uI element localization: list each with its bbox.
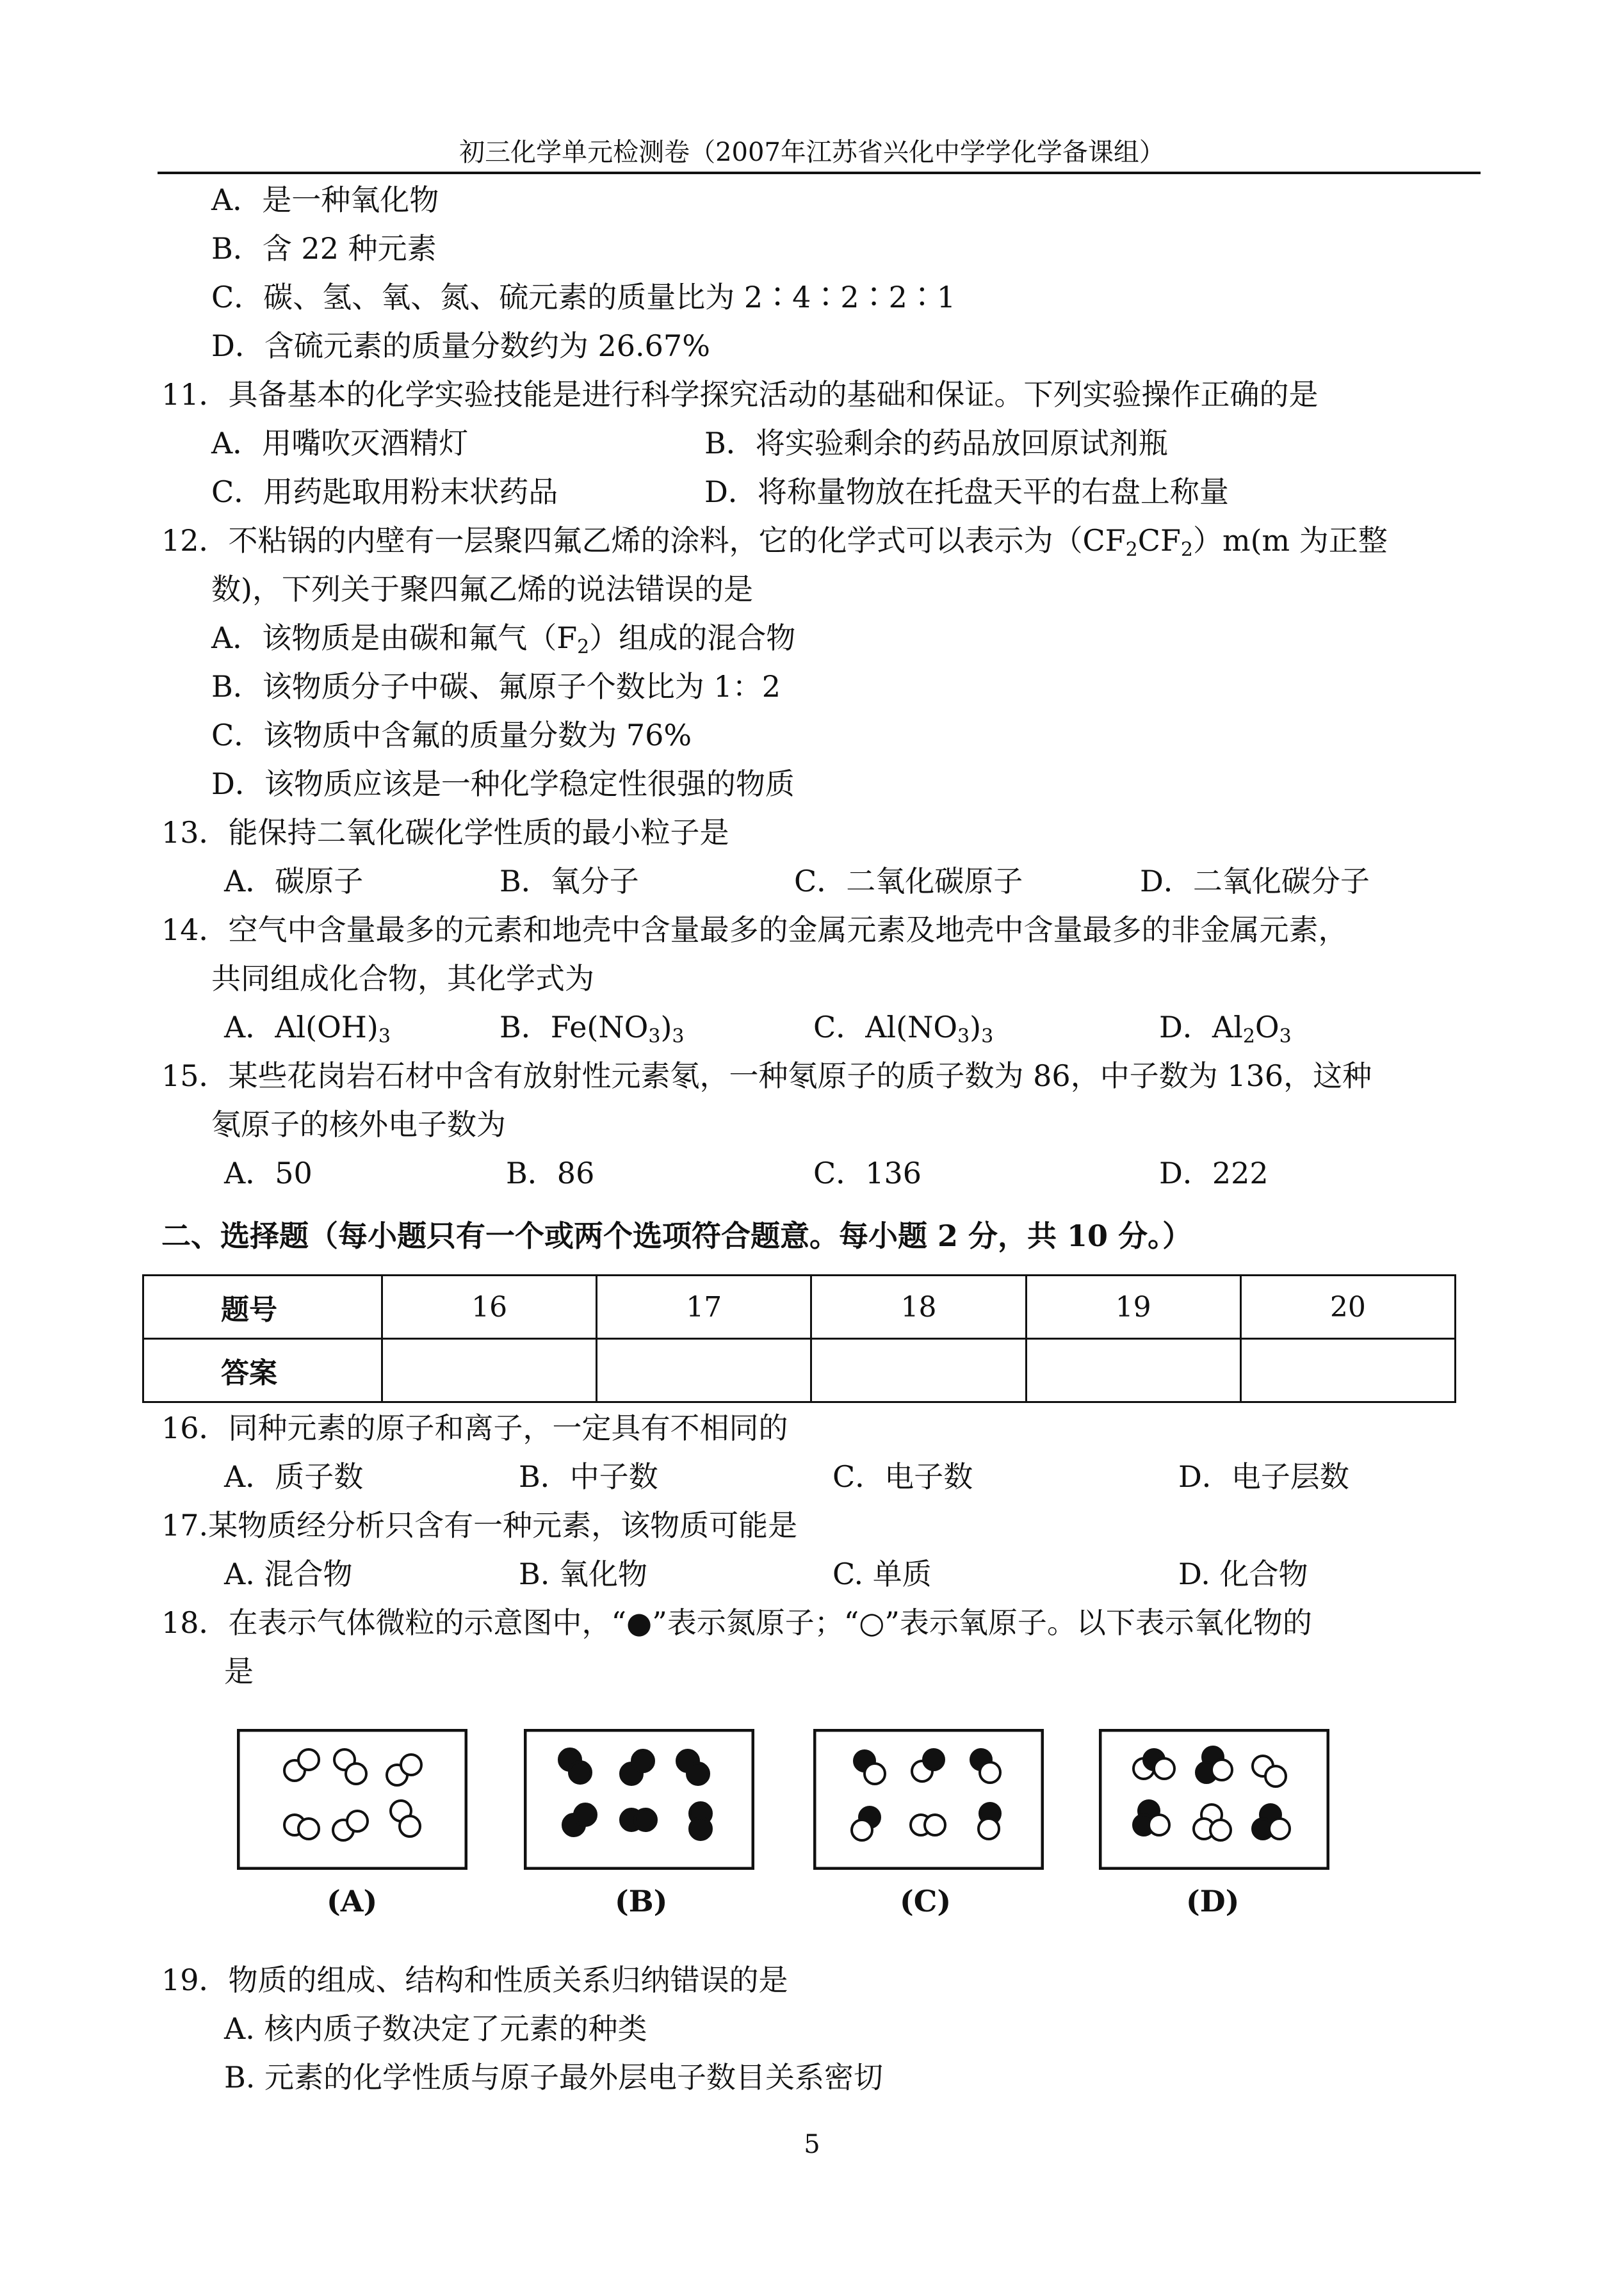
q13-option-c: C．二氧化碳原子 (794, 864, 1023, 898)
q15-option-c: C．136 (813, 1156, 922, 1190)
q15-option-b: B．86 (506, 1156, 595, 1190)
table-cell-number: 19 (1026, 1276, 1240, 1339)
answer-cell[interactable] (811, 1339, 1026, 1402)
q11-option-b: B．将实验剩余的药品放回原试剂瓶 (704, 426, 1168, 460)
table-cell-number: 18 (811, 1276, 1026, 1339)
q14-option-a: A．$Al(OH)_3$ (224, 1010, 391, 1048)
q12-stem-line2: 数)，下列关于聚四氟乙烯的说法错误的是 (211, 572, 753, 606)
molecule-diagram-c (813, 1729, 1044, 1870)
q14-stem: 14．空气中含量最多的元素和地壳中含量最多的金属元素及地壳中含量最多的非金属元素， (161, 912, 1348, 947)
q17-stem: 17.某物质经分析只含有一种元素，该物质可能是 (161, 1508, 798, 1543)
q11-stem: 11．具备基本的化学实验技能是进行科学探究活动的基础和保证。下列实验操作正确的是 (161, 377, 1319, 412)
molecule-diagram-b (524, 1729, 754, 1870)
q19-option-a: A. 核内质子数决定了元素的种类 (224, 2011, 647, 2046)
answer-cell[interactable] (597, 1339, 811, 1402)
q19-option-b: B. 元素的化学性质与原子最外层电子数目关系密切 (224, 2060, 884, 2095)
q10-option-a: A．是一种氧化物 (211, 182, 439, 217)
q16-stem: 16．同种元素的原子和离子，一定具有不相同的 (161, 1411, 788, 1445)
q10-option-c: C．碳、氢、氧、氮、硫元素的质量比为 2∶4∶2∶2∶1 (211, 280, 956, 314)
q13-option-b: B．氧分子 (499, 864, 639, 898)
q11-option-a: A．用嘴吹灭酒精灯 (211, 426, 469, 460)
q19-stem: 19．物质的组成、结构和性质关系归纳错误的是 (161, 1963, 788, 1997)
q15-option-d: D．222 (1159, 1156, 1269, 1190)
q14-option-d: D．$Al_2O_3$ (1159, 1010, 1292, 1048)
table-label-number: 题号 (143, 1276, 382, 1339)
q15-stem-line2: 氡原子的核外电子数为 (211, 1107, 506, 1142)
answer-cell[interactable] (382, 1339, 597, 1402)
q12-option-c: C．该物质中含氟的质量分数为 76% (211, 718, 692, 752)
table-cell-number: 16 (382, 1276, 597, 1339)
q13-option-a: A．碳原子 (224, 864, 364, 898)
q17-option-a: A. 混合物 (224, 1557, 353, 1591)
q17-option-c: C. 单质 (832, 1557, 932, 1591)
answer-cell[interactable] (1240, 1339, 1455, 1402)
q12-option-a: A．该物质是由碳和氟气$(F_2)$组成的混合物 (211, 620, 796, 658)
page-header: 初三化学单元检测卷（2007年江苏省兴化中学学化学备课组） (459, 138, 1165, 167)
section2-title: 二、选择题（每小题只有一个或两个选项符合题意。每小题 2 分，共 10 分。） (161, 1219, 1192, 1253)
q16-option-d: D．电子层数 (1178, 1459, 1349, 1494)
figure-label-b: (B) (615, 1884, 668, 1918)
figure-label-c: (C) (900, 1884, 952, 1918)
q12-stem: 12．不粘锅的内壁有一层聚四氟乙烯的涂料，它的化学式可以表示为$(CF_2CF_2)m(m$ 为正整 (161, 523, 1388, 561)
header-rule (158, 172, 1481, 174)
q16-option-c: C．电子数 (832, 1459, 973, 1494)
q14-option-c: C．$Al(NO_3)_3$ (813, 1010, 994, 1048)
q15-stem: 15．某些花岗岩石材中含有放射性元素氡，一种氡原子的质子数为 86，中子数为 136，这种 (161, 1058, 1372, 1093)
table-cell-number: 17 (597, 1276, 811, 1339)
q16-option-b: B．中子数 (519, 1459, 658, 1494)
molecule-diagram-a (237, 1729, 467, 1870)
answer-cell[interactable] (1026, 1339, 1240, 1402)
answer-table (142, 1274, 1456, 1403)
q18-stem: 18．在表示气体微粒的示意图中，“●”表示氮原子；“○”表示氧原子。以下表示氧化物的 (161, 1605, 1312, 1640)
q14-stem-line2: 共同组成化合物，其化学式为 (211, 961, 594, 996)
q18-stem-line2: 是 (224, 1654, 254, 1689)
answer-table-answer-row (143, 1339, 1456, 1402)
q17-option-b: B. 氧化物 (519, 1557, 648, 1591)
q10-option-b: B．含 22 种元素 (211, 231, 437, 266)
molecule-diagram-d (1099, 1729, 1329, 1870)
q12-option-d: D．该物质应该是一种化学稳定性很强的物质 (211, 766, 795, 801)
q11-option-c: C．用药匙取用粉末状药品 (211, 474, 558, 509)
q16-option-a: A．质子数 (224, 1459, 364, 1494)
table-cell-number: 20 (1240, 1276, 1455, 1339)
figure-label-d: (D) (1186, 1884, 1240, 1918)
page-number: 5 (804, 2130, 820, 2159)
figure-label-a: (A) (327, 1884, 378, 1918)
q15-option-a: A．50 (224, 1156, 313, 1190)
q10-option-d: D．含硫元素的质量分数约为 26.67% (211, 328, 710, 363)
q13-option-d: D．二氧化碳分子 (1140, 864, 1370, 898)
answer-table-number-row (143, 1276, 1456, 1339)
q11-option-d: D．将称量物放在托盘天平的右盘上称量 (704, 474, 1229, 509)
q13-stem: 13．能保持二氧化碳化学性质的最小粒子是 (161, 815, 729, 850)
q14-option-b: B．$Fe(NO_3)_3$ (499, 1010, 685, 1048)
q12-option-b: B．该物质分子中碳、氟原子个数比为 1：2 (211, 669, 781, 704)
q17-option-d: D. 化合物 (1178, 1557, 1308, 1591)
table-label-answer: 答案 (143, 1339, 382, 1402)
